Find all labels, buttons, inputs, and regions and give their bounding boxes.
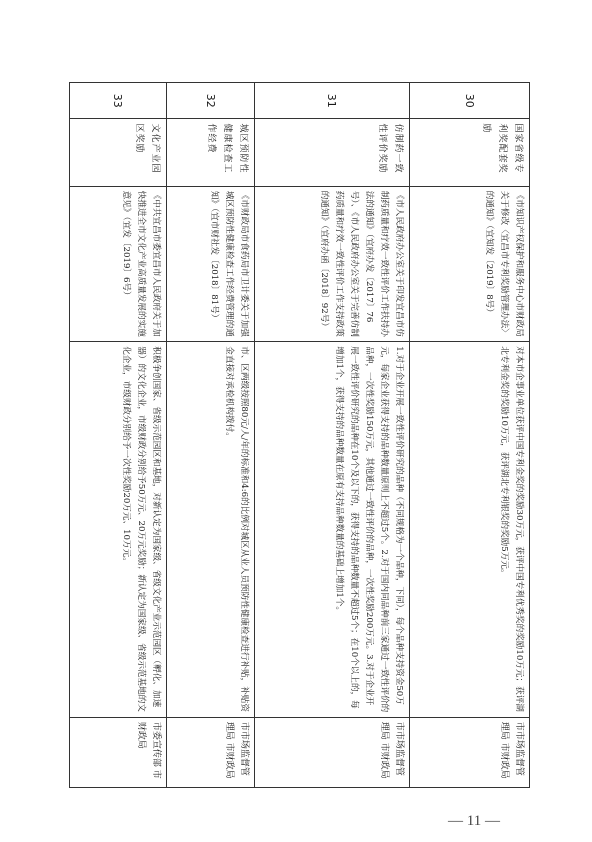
row-number: 33 — [70, 83, 167, 119]
table-row — [70, 83, 167, 788]
support-content: 1.对于企业开展一致性评价研究的品种（不同规格为一个品种，下同），每个品种支持资金50万元，每家企业获得支持的品种数量原则上不超过5个。2.对于国内同品种前三家通过一致性评价的品种，一次性奖励150万元，其他通过一致性评价的品种，一次性奖励200万元。3.对于企业开展一致性评价研究的品种在10个及以下的，获得支持的品种数量不超过5个；在10个以上的，每增加1个，获得支持的品种数量在原有支持品种数量的基础上增加1个。 — [255, 342, 410, 718]
item-name: 仿制药一致性评价奖励 — [255, 119, 410, 186]
item-name: 文化产业园区奖励 — [70, 119, 167, 186]
responsible-dept: 市委宣传部 市财政局 — [70, 717, 167, 787]
row-number: 31 — [255, 83, 410, 119]
responsible-dept: 市市场监督管理局 市财政局 — [167, 717, 255, 787]
table-row — [167, 83, 255, 788]
row-number: 32 — [167, 83, 255, 119]
support-content: 对本市企事业单位获评中国专利金奖的奖励30万元，获评中国专利优秀奖的奖励10万元；获评湖北专利金奖的奖励10万元，获评湖北专利银奖的奖励5万元。 — [410, 342, 530, 718]
policy-basis: 《市人民政府办公室关于印发宜昌市仿制药质量和疗效一致性评价工作扶持办法的通知》（宜府办发〔2017〕76号）、《市人民政府办公室关于完善仿制药质量和疗效一致性评价工作支持政策的通知》（宜府办函〔2018〕92号） — [255, 186, 410, 342]
policy-table — [69, 82, 530, 788]
support-content: 积极争创国家、省级示范园区和基地，对新认定为国家级、省级文化产业示范园区（孵化、加速器）的文化企业，市级财政分别给予50万元、20万元奖励；新认定为国家级、省级示范基地的文化企业，市级财政分别给予一次性奖励20万元、10万元。 — [70, 342, 167, 718]
page-number: — 11 — — [448, 813, 500, 829]
responsible-dept: 市市场监督管理局 市财政局 — [410, 717, 530, 787]
responsible-dept: 市市场监督管理局 市财政局 — [255, 717, 410, 787]
policy-basis: 《市知识产权保护和服务中心市财政局关于修改〈宜昌市专利奖励管理办法〉的通知》（宜知发〔2019〕8号） — [410, 186, 530, 342]
policy-basis: 《市财政局市食药局市卫计委关于加强城区预防性健康检查工作经费管理的通知》（宜市财社发〔2018〕81号） — [167, 186, 255, 342]
policy-basis: 《中共宜昌市委宜昌市人民政府关于加快推进全市文化产业高质量发展的实施意见》（宜发〔2019〕6号） — [70, 186, 167, 342]
table-row — [255, 83, 410, 788]
table-row — [410, 83, 530, 788]
rotated-document — [70, 82, 530, 788]
item-name: 城区预防性健康检查工作经费 — [167, 119, 255, 186]
row-number: 30 — [410, 83, 530, 119]
support-content: 市、区两级按照80元/人/年的标准和4:6的比例对城区从业人员预防性健康检查进行补贴，补贴资金直接对承检机构拨付。 — [167, 342, 255, 718]
item-name: 国家省级专利奖配套奖励 — [410, 119, 530, 186]
